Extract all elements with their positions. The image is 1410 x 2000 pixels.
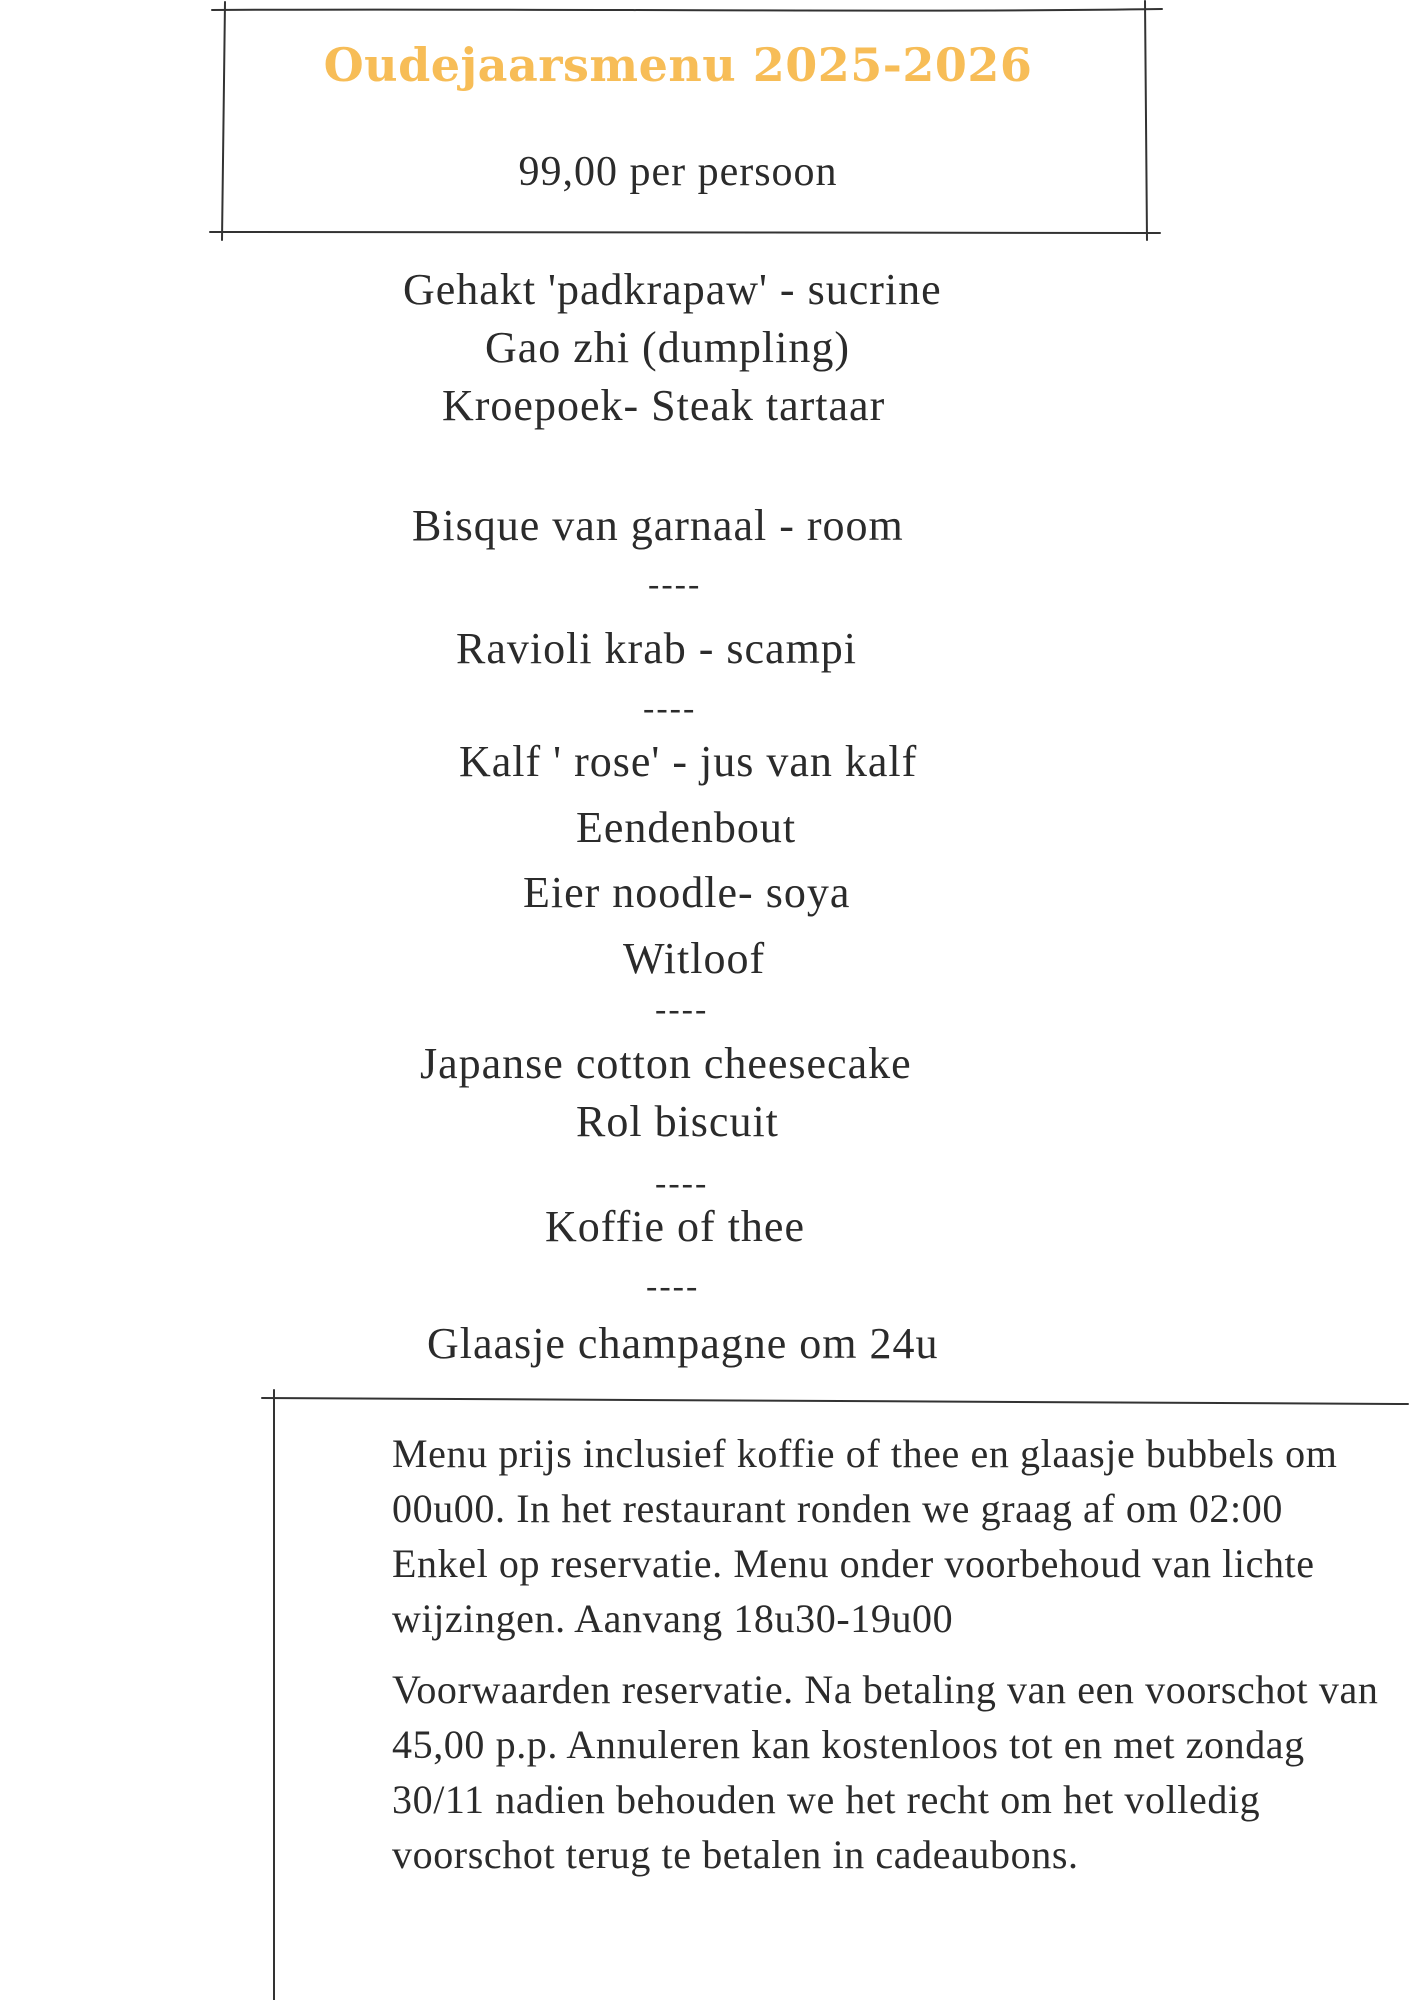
course-separator: ---- [655,1165,709,1202]
menu-item: Eier noodle- soya [523,868,851,917]
menu-item: Eendenbout [576,803,797,852]
menu-item: Japanse cotton cheesecake [420,1039,912,1088]
menu-notes [392,1426,1402,1882]
menu-item: Bisque van garnaal - room [412,501,904,550]
note-reservation-conditions: Voorwaarden reservatie. Na betaling van een voorschot van 45,00 p.p. Annuleren kan kostenloos tot en met zondag 30/11 nadien behouden we het recht om het volledig voorschot terug te betalen in cadeaubons. [392,1667,1379,1877]
menu-item: Ravioli krab - scampi [456,624,858,673]
course-separator: ---- [643,690,697,727]
menu-item: Rol biscuit [576,1097,779,1146]
course-separator: ---- [648,566,702,603]
menu-item: Gehakt 'padkrapaw' - sucrine [403,265,942,314]
course-separator: ---- [646,1268,700,1305]
menu-item: Glaasje champagne om 24u [427,1319,939,1368]
menu-item: Witloof [623,934,766,983]
course-separator: ---- [655,991,709,1028]
note-reservation-info: Enkel op reservatie. Menu onder voorbehoud van lichte wijzingen. Aanvang 18u30-19u00 [392,1541,1315,1641]
menu-item: Gao zhi (dumpling) [485,323,851,372]
menu-item: Kroepoek- Steak tartaar [442,381,886,430]
price-per-person: 99,00 per persoon [518,149,838,195]
header-box [210,1,1162,240]
menu-item: Kalf ' rose' - jus van kalf [459,737,918,786]
menu-item: Koffie of thee [545,1202,805,1251]
note-price-info: Menu prijs inclusief koffie of thee en glaasje bubbels om 00u00. In het restaurant ronden we graag af om 02:00 [392,1431,1338,1531]
menu-title: Oudejaarsmenu 2025-2026 [323,38,1033,92]
